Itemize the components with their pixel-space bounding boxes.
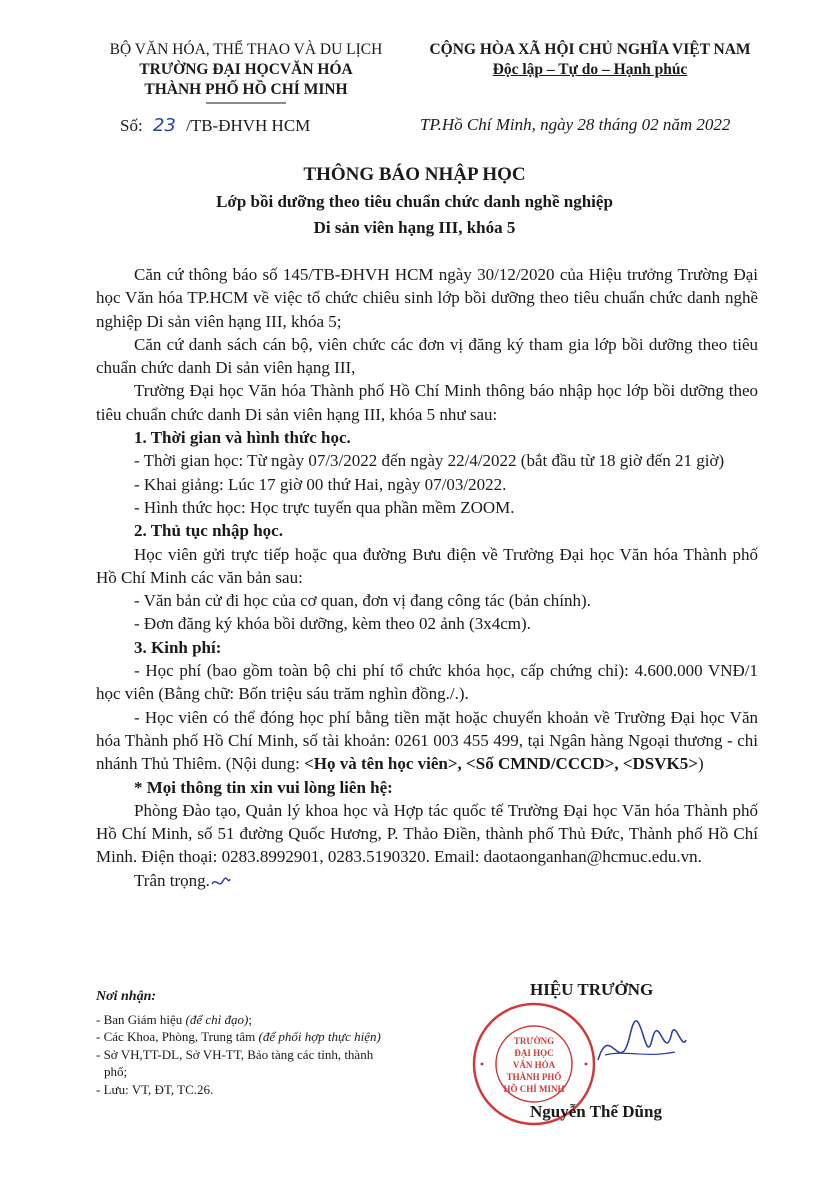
section-2-title: 2. Thủ tục nhập học. xyxy=(134,521,283,541)
payment-content: <Họ và tên học viên>, <Số CMND/CCCD>, <DSVK5> xyxy=(304,754,698,774)
national-motto: Độc lập – Tự do – Hạnh phúc xyxy=(492,61,688,78)
section-3-payment xyxy=(96,706,758,776)
section-2-item-1: - Văn bản cử đi học của cơ quan, đơn vị đang công tác (bản chính). xyxy=(134,591,591,611)
document-subtitle-1: Lớp bồi dưỡng theo tiêu chuẩn chức danh nghề nghiệp xyxy=(216,192,613,211)
contact-details: Phòng Đào tạo, Quản lý khoa học và Hợp tác quốc tế Trường Đại học Văn hóa Thành phố Hồ Chí Minh, số 51 đường Quốc Hương, P. Thảo Điền, thành phố Thủ Đức, Thành phố Hồ Chí Minh. Điện thoại: 0283.8992901, 0283.5190320. Email: daotaonganhan@hcmuc.edu.vn. xyxy=(96,800,758,867)
recipients-heading: Nơi nhận: xyxy=(96,989,157,1004)
issue-date: TP.Hồ Chí Minh, ngày 28 tháng 02 năm 2022 xyxy=(420,115,731,134)
ministry-name: BỘ VĂN HÓA, THỂ THAO VÀ DU LỊCH xyxy=(109,41,383,58)
handwritten-number: 23 xyxy=(152,115,176,136)
number-code: /TB-ĐHVH HCM xyxy=(186,116,311,135)
recipient-item: - Các Khoa, Phòng, Trung tâm (để phối hợp thực hiện) xyxy=(96,1029,381,1044)
stamp-line-1: TRƯỜNG xyxy=(513,1036,555,1046)
paragraph-basis-2: Căn cứ danh sách cán bộ, viên chức các đơn vị đăng ký tham gia lớp bồi dưỡng theo tiêu chuẩn chức danh Di sản viên hạng III, xyxy=(96,334,758,378)
signer-name: Nguyễn Thế Dũng xyxy=(530,1102,662,1121)
document-title: THÔNG BÁO NHẬP HỌC xyxy=(303,164,526,185)
recipient-item: - Lưu: VT, ĐT, TC.26. xyxy=(96,1081,214,1097)
closing xyxy=(96,869,758,892)
stamp-line-4: THÀNH PHỐ xyxy=(506,1072,562,1082)
recipient-item: - Sở VH,TT-DL, Sở VH-TT, Bảo tàng các tỉnh, thành phố; xyxy=(96,1046,374,1079)
recipients-block xyxy=(96,988,396,1098)
signer-title: HIỆU TRƯỞNG xyxy=(530,980,654,999)
section-1-time: - Thời gian học: Từ ngày 07/3/2022 đến ngày 22/4/2022 (bắt đầu từ 18 giờ đến 21 giờ) xyxy=(134,451,725,471)
stamp-line-5: HỒ CHÍ MINH xyxy=(503,1084,565,1094)
section-1-format: - Hình thức học: Học trực tuyến qua phần mềm ZOOM. xyxy=(134,497,515,517)
section-2-intro: Học viên gửi trực tiếp hoặc qua đường Bưu điện về Trường Đại học Văn hóa Thành phố Hồ Chí Minh các văn bản sau: xyxy=(96,544,758,587)
payment-text: - Học viên có thể đóng học phí bằng tiền mặt hoặc chuyển khoản về Trường Đại học Văn hóa Thành phố Hồ Chí Minh, số tài khoản: 0261 003 455 499, tại Ngân hàng Ngoại thương - chi nhánh Thủ Thiêm. (Nội dung: xyxy=(96,707,758,774)
stamp-line-2: ĐẠI HỌC xyxy=(514,1048,554,1058)
document-body xyxy=(96,263,758,892)
recipient-item: - Ban Giám hiệu (để chỉ đạo); xyxy=(96,1011,252,1027)
initial-mark xyxy=(210,875,232,889)
document-subtitle-2: Di sản viên hạng III, khóa 5 xyxy=(313,218,516,237)
number-prefix: Số: xyxy=(120,116,143,135)
section-3-title: 3. Kinh phí: xyxy=(134,637,222,657)
contact-title: * Mọi thông tin xin vui lòng liên hệ: xyxy=(134,777,393,797)
school-name-line2: THÀNH PHỐ HỒ CHÍ MINH xyxy=(144,81,348,98)
stamp-line-3: VĂN HÓA xyxy=(512,1060,556,1070)
section-1-title: 1. Thời gian và hình thức học. xyxy=(134,428,351,448)
document-number xyxy=(120,115,310,136)
payment-end: ) xyxy=(697,754,704,774)
handwritten-signature xyxy=(590,1010,690,1090)
issuer-divider xyxy=(96,100,396,106)
paragraph-basis-1: Căn cứ thông báo số 145/TB-ĐHVH HCM ngày 30/12/2020 của Hiệu trưởng Trường Đại học Văn hóa TP.HCM về việc tổ chức chiêu sinh lớp bồi dưỡng theo tiêu chuẩn chức danh nghề nghiệp Di sản viên hạng III, khóa 5; xyxy=(96,265,758,331)
paragraph-announcement: Trường Đại học Văn hóa Thành phố Hồ Chí Minh thông báo nhập học lớp bồi dưỡng theo tiêu chuẩn chức danh Di sản viên hạng III, khóa 5 như sau: xyxy=(96,381,758,424)
section-3-fee: - Học phí (bao gồm toàn bộ chi phí tổ chức khóa học, cấp chứng chỉ): 4.600.000 VNĐ/1 học viên (Bằng chữ: Bốn triệu sáu trăm nghìn đồng./.). xyxy=(96,661,758,704)
school-name-line1: TRƯỜNG ĐẠI HỌCVĂN HÓA xyxy=(139,61,353,78)
closing-text: Trân trọng. xyxy=(134,870,210,890)
issuer-block xyxy=(96,40,396,106)
section-2-item-2: - Đơn đăng ký khóa bồi dưỡng, kèm theo 02 ảnh (3x4cm). xyxy=(134,614,531,634)
national-header xyxy=(410,40,770,80)
republic-name: CỘNG HÒA XÃ HỘI CHỦ NGHĨA VIỆT NAM xyxy=(429,41,751,58)
section-1-opening: - Khai giảng: Lúc 17 giờ 00 thứ Hai, ngày 07/03/2022. xyxy=(134,474,507,494)
